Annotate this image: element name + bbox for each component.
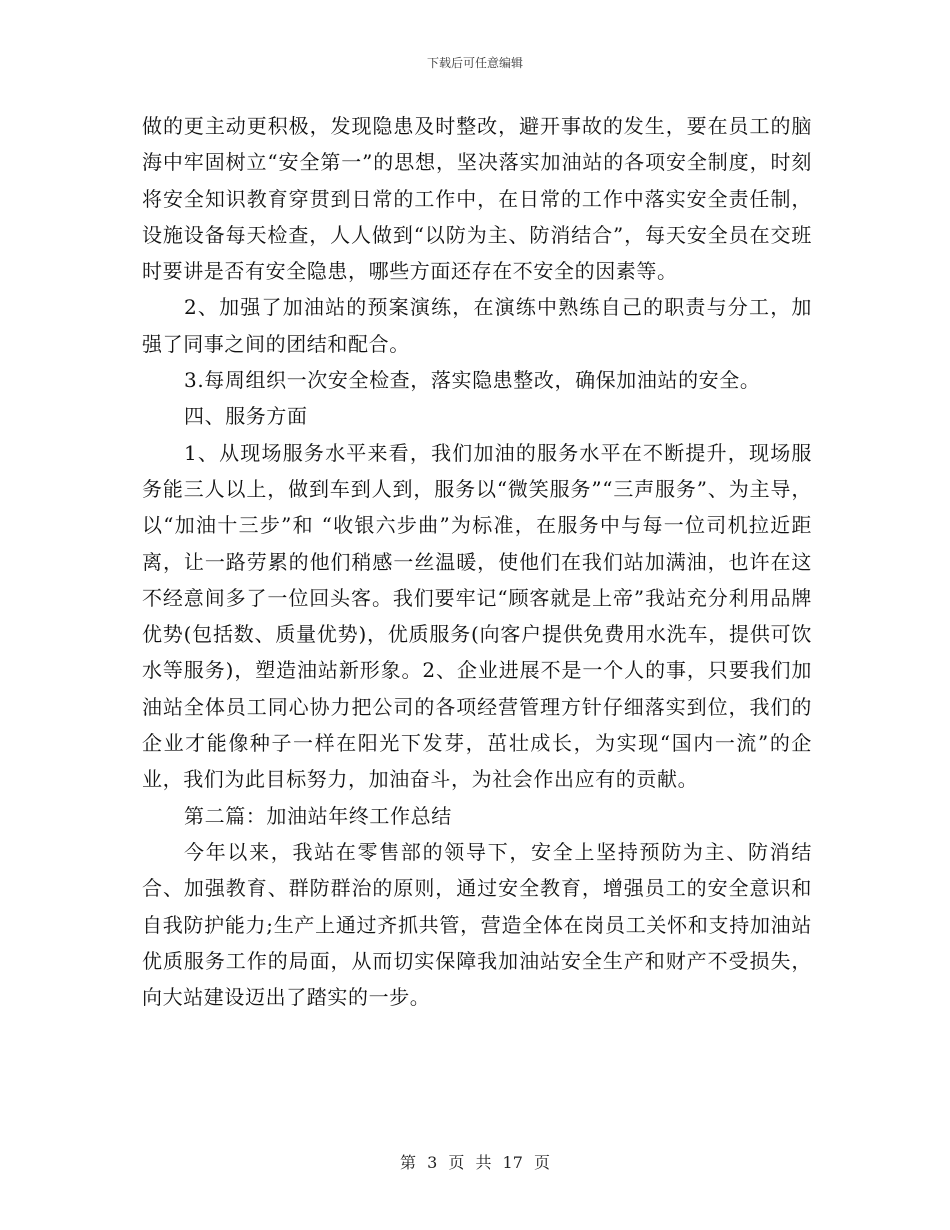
page-header-note: 下载后可任意编辑	[426, 56, 523, 70]
paragraph-weekly-check: 3.每周组织一次安全检查，落实隐患整改，确保加油站的安全。	[184, 368, 761, 393]
paragraph-safety-continued: 做的更主动更积极，发现隐患及时整改，避开事故的发生，要在员工的脑海中牢固树立“安全第一”的思想，坚决落实加油站的各项安全制度，时刻将安全知识教育穿贯到日常的工作中，在日常的工作中落实安全责任制，设施设备每天检查，人人做到“以防为主、防消结合”，每天安全员在交班时要讲是否有安全隐患，哪些方面还存在不安全的因素等。	[142, 114, 812, 284]
section-heading-service: 四、服务方面	[184, 404, 308, 429]
document-body	[142, 108, 812, 1015]
page-number: 第 3 页 共 17 页	[400, 1153, 550, 1172]
paragraph-service: 1、从现场服务水平来看，我们加油的服务水平在不断提升，现场服务能三人以上，做到车到人到，服务以“微笑服务”“三声服务”、为主导，以“加油十三步”和 “收银六步曲”为标准，在服务中与每一位司机拉近距离，让一路劳累的他们稍感一丝温暖，使他们在我们站加满油，也许在这不经意间多了一位回头客。我们要牢记“顾客就是上帝”我站充分利用品牌优势(包括数、质量优势)，优质服务(向客户提供免费用水洗车，提供可饮水等服务)，塑造油站新形象。2、企业进展不是一个人的事，只要我们加油站全体员工同心协力把公司的各项经营管理方针仔细落实到位，我们的企业才能像种子一样在阳光下发芽，茁壮成长，为实现“国内一流”的企业，我们为此目标努力，加油奋斗，为社会作出应有的贡献。	[142, 440, 812, 792]
section-heading-part-two: 第二篇：加油站年终工作总结	[184, 803, 452, 828]
paragraph-drill: 2、加强了加油站的预案演练，在演练中熟练自己的职责与分工，加强了同事之间的团结和配合。	[142, 295, 812, 356]
paragraph-summary: 今年以来，我站在零售部的领导下，安全上坚持预防为主、防消结合、加强教育、群防群治的原则，通过安全教育，增强员工的安全意识和自我防护能力;生产上通过齐抓共管，营造全体在岗员工关怀和支持加油站优质服务工作的局面，从而切实保障我加油站安全生产和财产不受损失，向大站建设迈出了踏实的一步。	[142, 839, 812, 1010]
